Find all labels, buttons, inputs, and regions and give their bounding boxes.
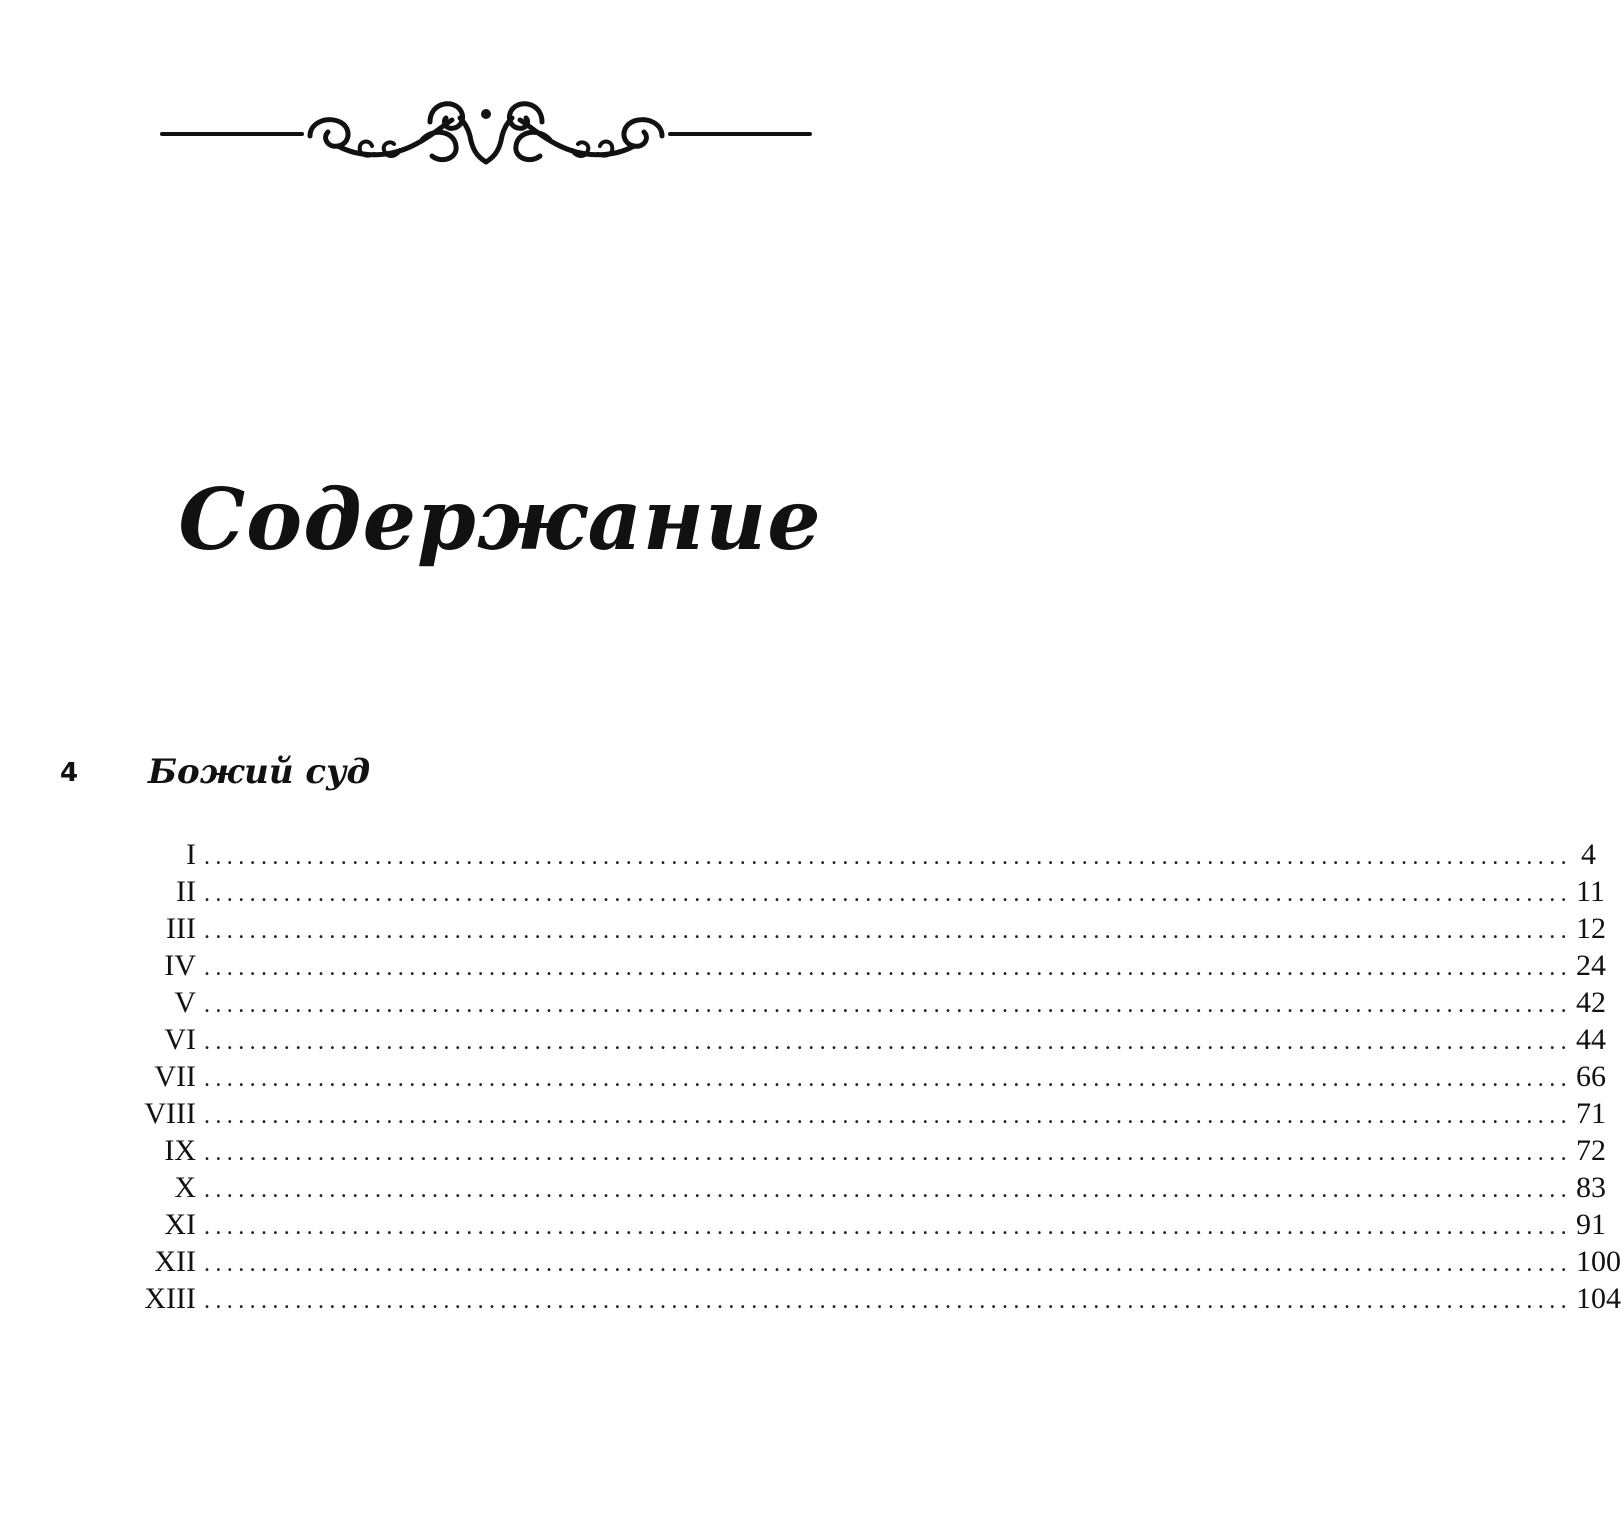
- toc-entry[interactable]: [140, 1243, 1621, 1280]
- toc-leader-dots: ........................................................................................................................: [204, 1140, 1572, 1166]
- toc-page-number: 83: [1576, 1171, 1606, 1204]
- toc-entry[interactable]: [140, 947, 1606, 984]
- toc-page-number: 12: [1576, 912, 1606, 945]
- table-of-contents: [140, 836, 1621, 1317]
- toc-leader-dots: ........................................................................................................................: [204, 881, 1572, 907]
- toc-chapter-label: III: [166, 912, 196, 945]
- flourish-divider-icon: [160, 92, 812, 176]
- toc-leader-dots: ........................................................................................................................: [204, 1066, 1572, 1092]
- toc-leader-dots: ........................................................................................................................: [204, 955, 1572, 981]
- toc-chapter-label: VII: [154, 1060, 196, 1093]
- toc-page-number: 66: [1576, 1060, 1606, 1093]
- toc-page-number: 4: [1581, 838, 1596, 871]
- toc-chapter-label: XI: [164, 1208, 196, 1241]
- toc-page-number: 100: [1576, 1245, 1621, 1278]
- section-title: Божий суд: [148, 752, 371, 792]
- toc-leader-dots: ........................................................................................................................: [204, 992, 1572, 1018]
- toc-leader-dots: ........................................................................................................................: [204, 1214, 1572, 1240]
- toc-entry[interactable]: [140, 910, 1606, 947]
- toc-chapter-label: X: [174, 1171, 196, 1204]
- page-title: Содержание: [178, 470, 822, 569]
- toc-page-number: 72: [1576, 1134, 1606, 1167]
- toc-chapter-label: XIII: [144, 1282, 196, 1315]
- toc-entry[interactable]: [140, 984, 1606, 1021]
- toc-leader-dots: ........................................................................................................................: [204, 1177, 1572, 1203]
- toc-page-number: 71: [1576, 1097, 1606, 1130]
- toc-page-number: 104: [1576, 1282, 1621, 1315]
- toc-entry[interactable]: [140, 1058, 1606, 1095]
- toc-leader-dots: ........................................................................................................................: [204, 1288, 1572, 1314]
- toc-leader-dots: ........................................................................................................................: [204, 1103, 1572, 1129]
- toc-chapter-label: VIII: [144, 1097, 196, 1130]
- toc-page-number: 91: [1576, 1208, 1606, 1241]
- toc-leader-dots: ........................................................................................................................: [204, 1029, 1572, 1055]
- toc-entry[interactable]: [140, 1280, 1621, 1317]
- section-heading: [60, 752, 920, 812]
- section-page-number: 4: [60, 758, 79, 788]
- toc-chapter-label: IX: [164, 1134, 196, 1167]
- toc-entry[interactable]: [140, 836, 1596, 873]
- toc-chapter-label: XII: [154, 1245, 196, 1278]
- toc-leader-dots: ........................................................................................................................: [204, 918, 1572, 944]
- toc-entry[interactable]: [140, 1206, 1606, 1243]
- toc-chapter-label: II: [176, 875, 196, 908]
- toc-entry[interactable]: [140, 1095, 1606, 1132]
- toc-entry[interactable]: [140, 1132, 1606, 1169]
- toc-leader-dots: ........................................................................................................................: [204, 1251, 1572, 1277]
- toc-leader-dots: ........................................................................................................................: [204, 844, 1572, 870]
- toc-page-number: 44: [1576, 1023, 1606, 1056]
- toc-entry[interactable]: [140, 873, 1605, 910]
- toc-page-number: 24: [1576, 949, 1606, 982]
- toc-chapter-label: I: [186, 838, 196, 871]
- toc-chapter-label: IV: [164, 949, 196, 982]
- toc-chapter-label: V: [174, 986, 196, 1019]
- toc-page-number: 42: [1576, 986, 1606, 1019]
- toc-entry[interactable]: [140, 1021, 1606, 1058]
- toc-chapter-label: VI: [164, 1023, 196, 1056]
- toc-page-number: 11: [1576, 875, 1605, 908]
- toc-entry[interactable]: [140, 1169, 1606, 1206]
